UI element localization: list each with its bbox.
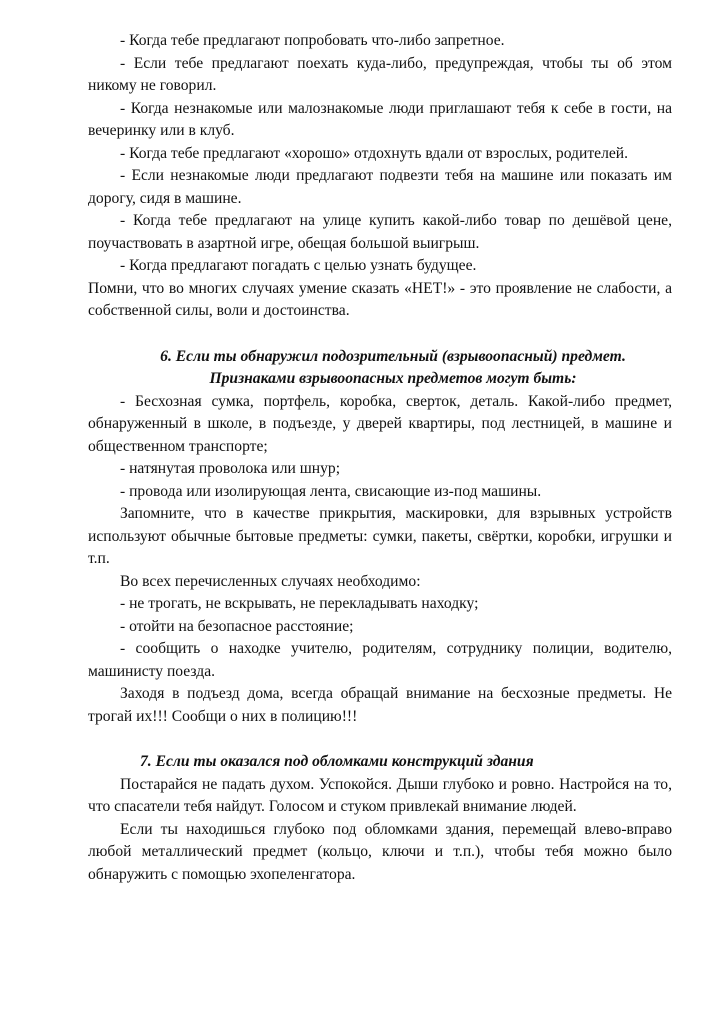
list-item: - провода или изолирующая лента, свисающие из-под машины. — [120, 482, 542, 500]
list-item: - Когда незнакомые или малознакомые люди приглашают тебя к себе в гости, на вечеринку или в клуб. — [88, 99, 672, 139]
list-item: - отойти на безопасное расстояние; — [120, 617, 354, 635]
list-item: - Когда предлагают погадать с целью узнать будущее. — [120, 257, 477, 274]
list-item: - Когда тебе предлагают попробовать что-либо запретное. — [120, 32, 505, 49]
body-paragraph: Заходя в подъезд дома, всегда обращай внимание на бесхозные предметы. Не трогай их!!! Сообщи о них в полицию!!! — [88, 685, 672, 725]
list-item: - Если незнакомые люди предлагают подвезти тебя на машине или показать им дорогу, сидя в машине. — [88, 167, 672, 207]
section-heading: 6. Если ты обнаружил подозрительный (взрывоопасный) предмет. — [160, 347, 626, 365]
closing-paragraph: Помни, что во многих случаях умение сказать «НЕТ!» - это проявление не слабости, а собственной силы, воли и достоинства. — [88, 279, 672, 319]
section-spacer — [88, 323, 672, 346]
list-item: - сообщить о находке учителю, родителям, сотруднику полиции, водителю, машинисту поезда. — [88, 640, 672, 680]
body-paragraph: Во всех перечисленных случаях необходимо: — [120, 572, 421, 590]
section-heading: 7. Если ты оказался под обломками конструкций здания — [140, 753, 534, 770]
list-item: - Если тебе предлагают поехать куда-либо, предупреждая, чтобы ты об этом никому не говорил. — [88, 54, 672, 94]
document-page — [88, 30, 672, 886]
list-item: - Когда тебе предлагают на улице купить какой-либо товар по дешёвой цене, поучаствовать в азартной игре, обещая большой выигрыш. — [88, 212, 672, 252]
list-item: - Когда тебе предлагают «хорошо» отдохнуть вдали от взрослых, родителей. — [120, 144, 629, 162]
body-paragraph: Запомните, что в качестве прикрытия, маскировки, для взрывных устройств используют обычные бытовые предметы: сумки, пакеты, свёртки, коробки, игрушки и т.п. — [88, 505, 672, 567]
body-paragraph: Если ты находишься глубоко под обломками здания, перемещай влево-вправо любой металлический предмет (кольцо, ключи и т.п.), чтобы тебя можно было обнаружить с помощью эхопеленгатора. — [88, 820, 672, 883]
list-item: - натянутая проволока или шнур; — [120, 460, 341, 477]
section-spacer — [88, 728, 672, 751]
section-subheading: Признаками взрывоопасных предметов могут быть: — [209, 370, 577, 387]
body-paragraph: Постарайся не падать духом. Успокойся. Дыши глубоко и ровно. Настройся на то, что спасатели тебя найдут. Голосом и стуком привлекай внимание людей. — [88, 775, 672, 815]
list-item: - не трогать, не вскрывать, не перекладывать находку; — [120, 595, 479, 612]
list-item: - Бесхозная сумка, портфель, коробка, сверток, деталь. Какой-либо предмет, обнаруженный в школе, в подъезде, у дверей квартиры, под лестницей, в машине и общественном транспорте; — [88, 392, 672, 455]
